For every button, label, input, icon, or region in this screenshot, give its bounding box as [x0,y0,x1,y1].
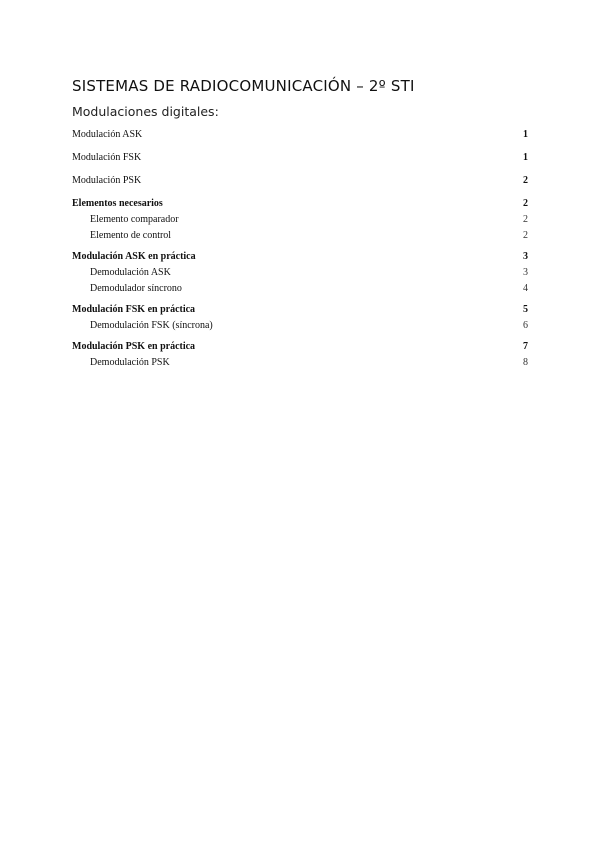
toc-entry-page: 2 [523,214,528,225]
toc-entry[interactable] [72,302,528,318]
toc-entry-label: Modulación FSK en práctica [72,304,196,315]
toc-entry-label: Modulación ASK [72,129,143,140]
toc-entry-page: 7 [523,341,528,352]
toc-entry-page: 1 [523,152,528,163]
document-subtitle: Modulaciones digitales: [72,104,219,119]
toc-subentry[interactable] [72,318,528,334]
toc-entry-page: 6 [523,320,528,331]
toc-entry-label: Modulación ASK en práctica [72,251,196,262]
toc-entry-page: 5 [523,304,528,315]
toc-entry-page: 8 [523,357,528,368]
toc-entry-label: Elementos necesarios [72,198,163,209]
toc-entry[interactable] [72,150,528,166]
toc-entry-label: Demodulador síncrono [90,283,182,294]
toc-entry-label: Modulación PSK [72,175,142,186]
toc-entry-page: 4 [523,283,528,294]
toc-entry-label: Demodulación ASK [90,267,171,278]
toc-subentry[interactable] [72,355,528,371]
table-of-contents [72,127,528,371]
toc-entry[interactable] [72,339,528,355]
toc-entry[interactable] [72,196,528,212]
toc-entry-label: Elemento comparador [90,214,179,225]
toc-subentry[interactable] [72,265,528,281]
toc-entry[interactable] [72,127,528,143]
toc-entry-label: Elemento de control [90,230,172,241]
toc-subentry[interactable] [72,212,528,228]
toc-entry-page: 2 [523,230,528,241]
toc-entry[interactable] [72,173,528,189]
toc-entry-label: Modulación PSK en práctica [72,341,196,352]
toc-entry-page: 1 [523,129,528,140]
toc-entry-label: Modulación FSK [72,152,142,163]
toc-entry-label: Demodulación PSK [90,357,170,368]
toc-subentry[interactable] [72,228,528,244]
toc-entry-page: 2 [523,175,528,186]
document-title: SISTEMAS DE RADIOCOMUNICACIÓN – 2º STI [72,77,415,95]
toc-entry-page: 2 [523,198,528,209]
toc-entry-page: 3 [523,267,528,278]
toc-entry-page: 3 [523,251,528,262]
toc-subentry[interactable] [72,281,528,297]
toc-entry[interactable] [72,249,528,265]
toc-entry-label: Demodulación FSK (síncrona) [90,320,213,331]
